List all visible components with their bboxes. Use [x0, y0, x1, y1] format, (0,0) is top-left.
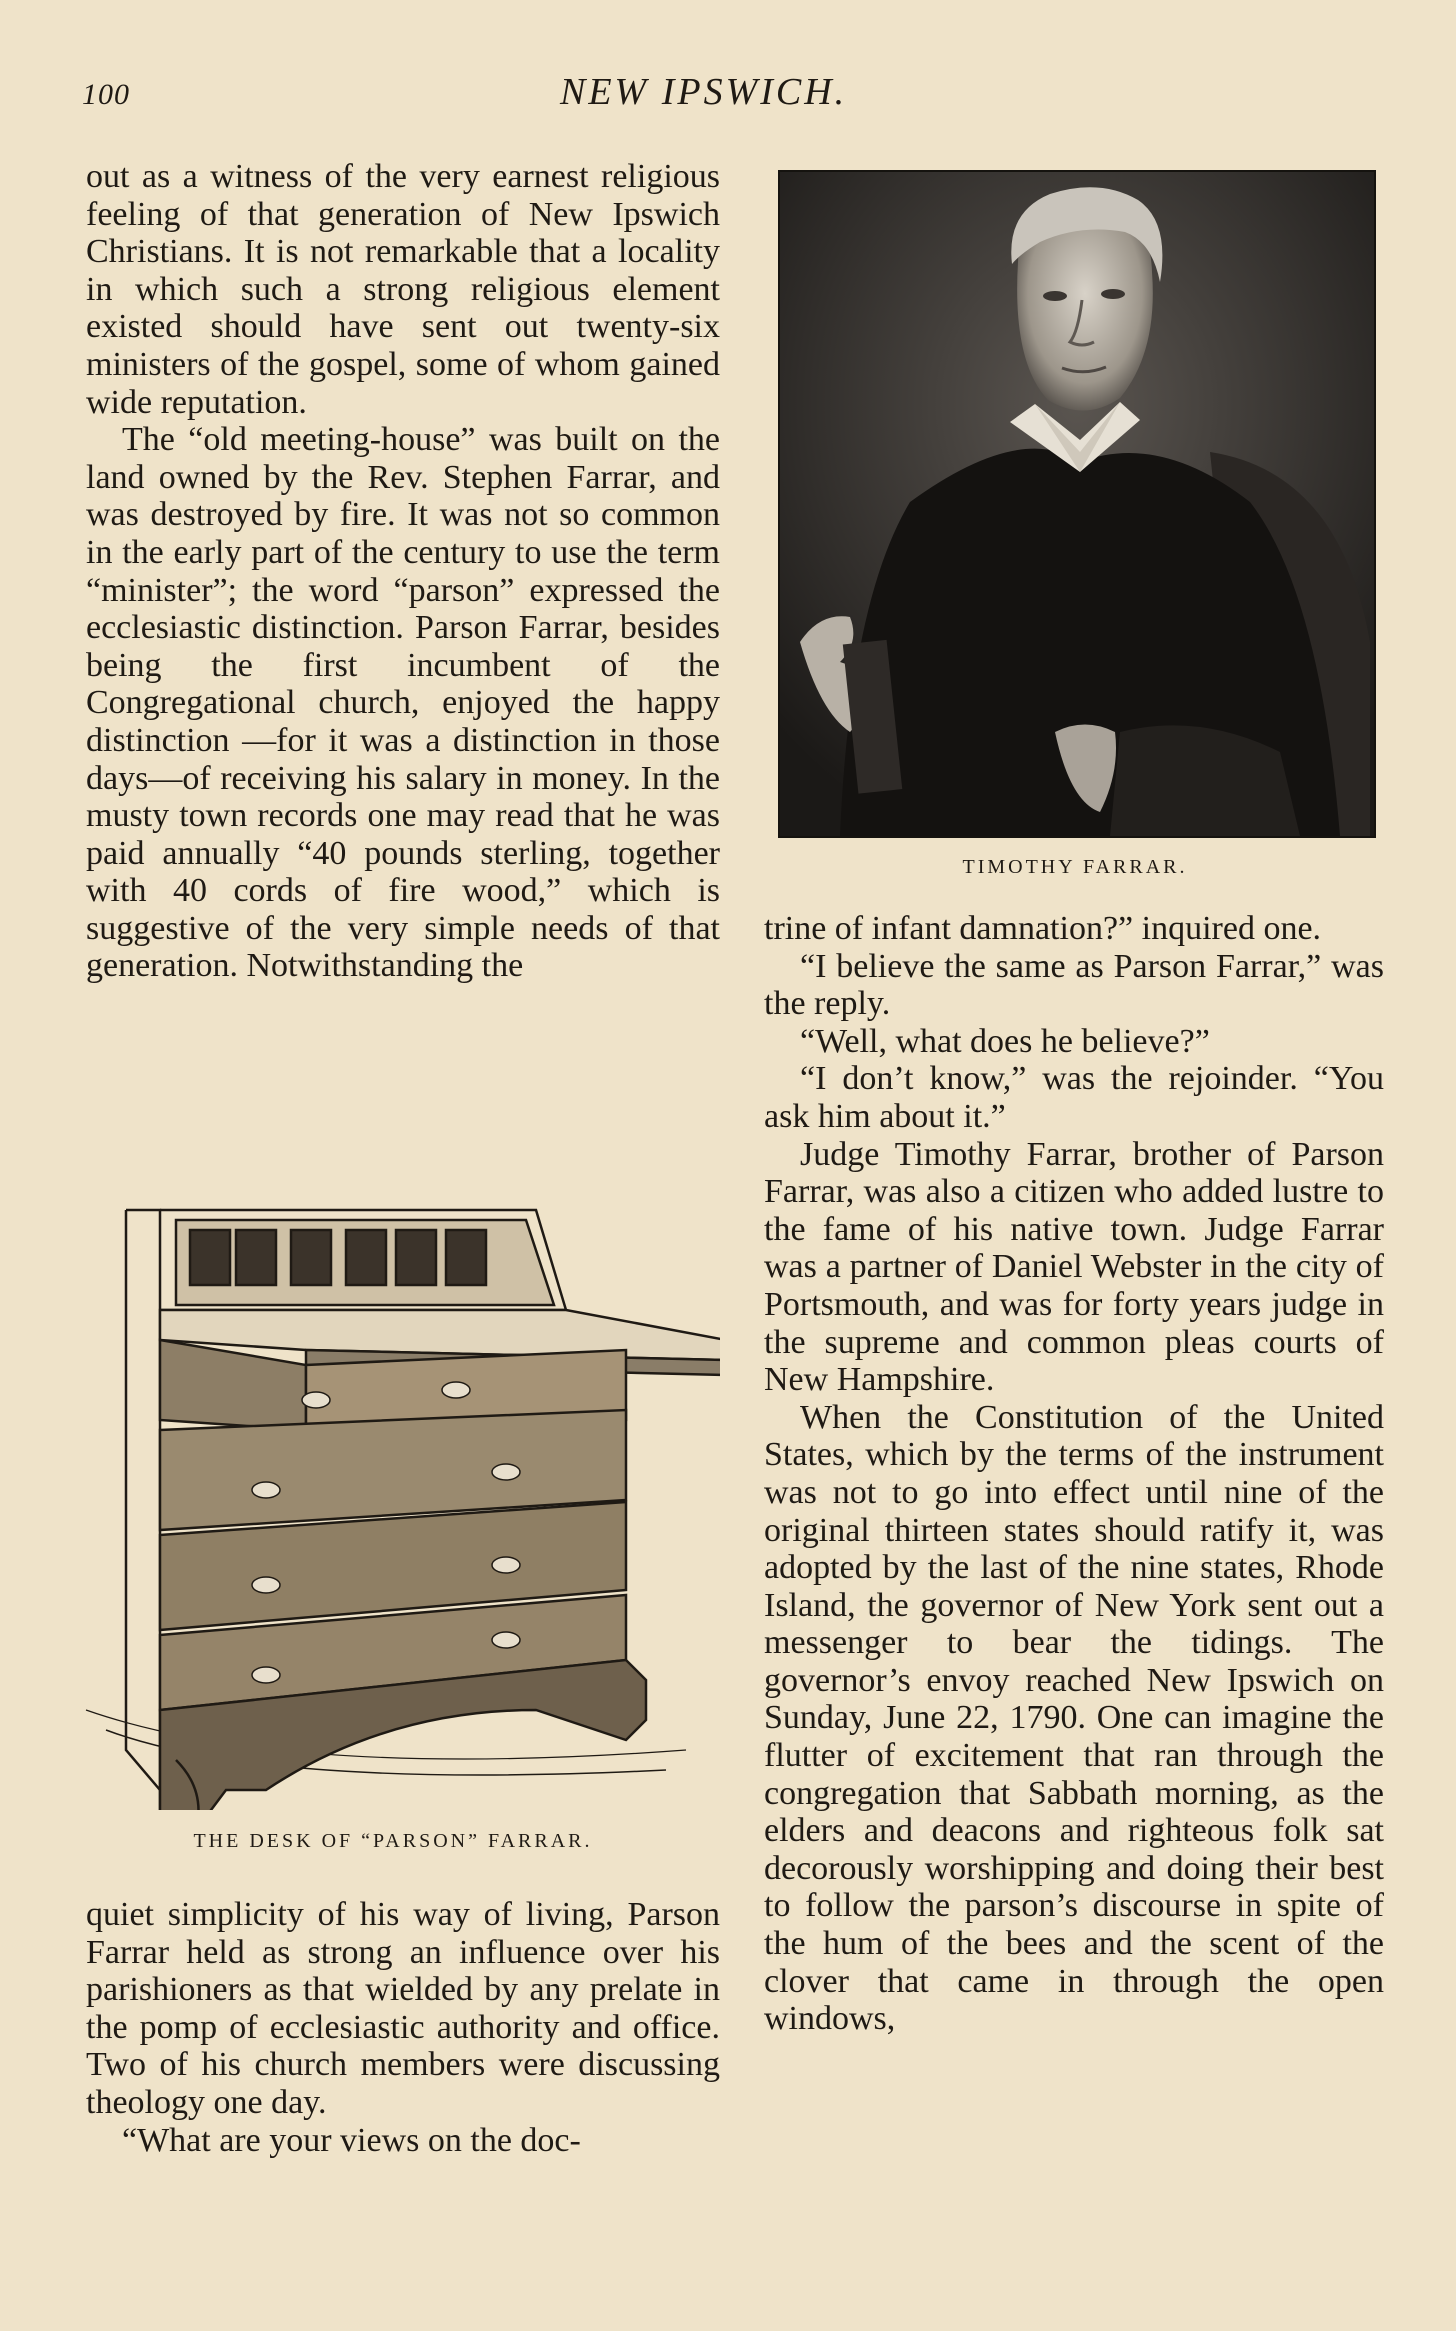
timothy-farrar-portrait [778, 170, 1376, 838]
portrait-caption: TIMOTHY FARRAR. [962, 856, 1188, 878]
portrait-engraving [780, 172, 1374, 836]
right-paragraph-6: When the Constitution of the United States, which by the terms of the instrument was not to go into effect until nine of the original thirteen states should ratify it, was adopted by the last of the nine states, Rhode Island, the governor of New York sent out a messenger to bear the tidings. The governor’s envoy reached New Ipswich on Sunday, June 22, 1790. One can imagine the flutter of excitement that ran through the congregation that Sabbath morning, as the elders and deacons and righteous folk sat decorously worshipping and doing their best to follow the parson’s discourse in spite of the hum of the bees and the scent of the clover that came in through the open windows, [764, 1398, 1384, 2038]
right-column [764, 910, 1384, 2200]
left-paragraph-2: The “old meeting-house” was built on the land owned by the Rev. Stephen Farrar, and was destroyed by fire. It was not so common in the early part of the century to use the term “minister”; the word “parson” expressed the ecclesiastic distinction. Parson Farrar, besides being the first incumbent of the Congregational church, enjoyed the happy distinction —for it was a distinction in those days—of receiving his salary in money. In the musty town records one may read that he was paid annually “40 pounds sterling, together with 40 cords of fire wood,” which is suggestive of the very simple needs of that generation. Notwithstanding the [86, 421, 720, 985]
right-paragraph-3: “Well, what does he believe?” [800, 1022, 1210, 1060]
desk-caption: THE DESK OF “PARSON” FARRAR. [193, 1830, 593, 1852]
right-paragraph-1: trine of infant damnation?” inquired one. [764, 910, 1322, 947]
parson-farrar-desk-illustration [66, 1190, 720, 1810]
page-number: 100 [82, 78, 130, 111]
left-column-top [86, 158, 720, 1148]
left-paragraph-1: out as a witness of the very earnest religious feeling of that generation of New Ipswich Christians. It is not remarkable that a locality in which such a strong religious element existed should have sent out twenty-six ministers of the gospel, some of whom gained wide reputation. [86, 158, 720, 421]
left-paragraph-4: “What are your views on the doc- [122, 2121, 581, 2159]
left-paragraph-3: quiet simplicity of his way of living, Parson Farrar held as strong an influence over his parishioners as that wielded by any prelate in the pomp of ecclesiastic authority and office. Two of his church members were discussing theology one day. [86, 1896, 720, 2121]
running-head: NEW IPSWICH. [560, 71, 848, 113]
right-paragraph-5: Judge Timothy Farrar, brother of Parson Farrar, was also a citizen who added lustre to the fame of his native town. Judge Farrar was a partner of Daniel Webster in the city of Portsmouth, and was for forty years judge in the supreme and common pleas courts of New Hampshire. [764, 1135, 1384, 1399]
desk-engraving [66, 1190, 720, 1810]
right-paragraph-2: “I believe the same as Parson Farrar,” was the reply. [764, 947, 1384, 1023]
right-paragraph-4: “I don’t know,” was the rejoinder. “You ask him about it.” [764, 1060, 1384, 1135]
left-column-bottom [86, 1896, 720, 2196]
